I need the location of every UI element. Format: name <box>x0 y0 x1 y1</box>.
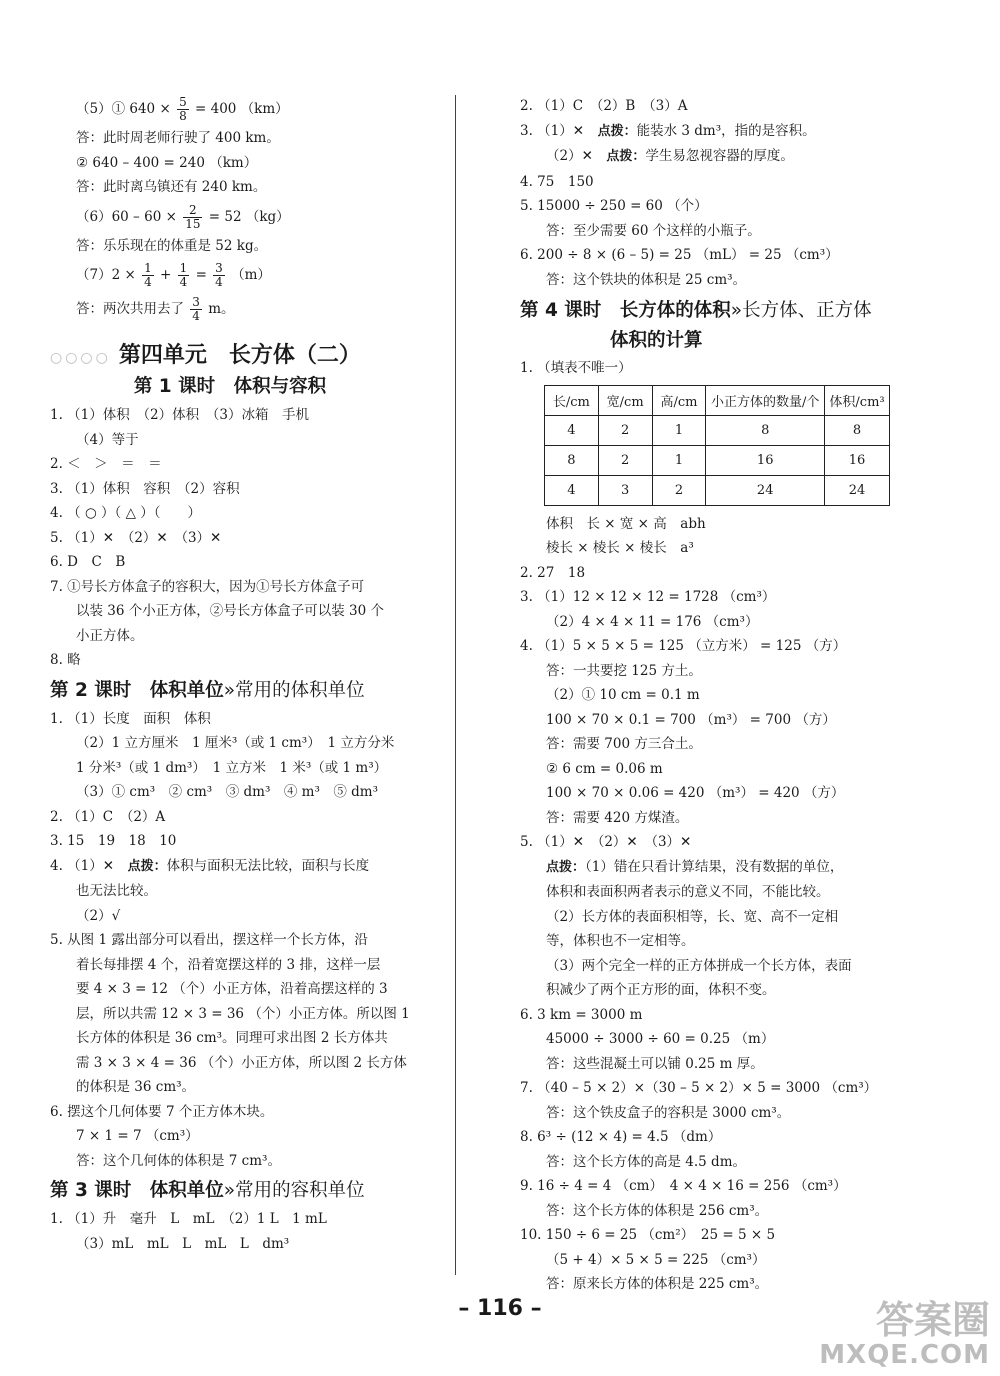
answer-line: 答：两次共用去了 $\frac{3}{4}$ m。 <box>76 295 235 323</box>
answer-line: 答：需要 420 方煤渣。 <box>546 809 689 826</box>
answer-line: 8. 6³ ÷ (12 × 4) = 4.5 （dm） <box>520 1129 722 1145</box>
table-header-cell: 宽/cm <box>598 385 652 415</box>
table-cell: 2 <box>652 475 706 505</box>
table-cell: 8 <box>545 445 599 475</box>
table-cell: 4 <box>545 415 599 445</box>
fraction: $\frac{5}{8}$ <box>179 95 187 123</box>
fraction: $\frac{1}{4}$ <box>144 261 152 289</box>
answer-line: 小正方体。 <box>76 627 144 644</box>
answer-line: 答：这个长方体的高是 4.5 dm。 <box>546 1153 746 1170</box>
table-header-cell: 小正方体的数量/个 <box>706 385 825 415</box>
answer-line: 体积 长 × 宽 × 高 abh <box>546 515 706 532</box>
answer-line: 答：这个铁皮盒子的容积是 3000 cm³。 <box>546 1104 791 1121</box>
answer-line: 答：此时离乌镇还有 240 km。 <box>76 179 267 195</box>
lesson-title: 第 1 课时 体积与容积 <box>133 376 327 397</box>
answer-line: 6. 3 km = 3000 m <box>520 1006 643 1023</box>
section-lesson3-more <box>520 170 890 293</box>
table-cell: 8 <box>706 415 825 445</box>
answer-line: 100 × 70 × 0.06 = 420 （m³） = 420 （方） <box>546 785 845 801</box>
table-cell: 16 <box>825 445 890 475</box>
answer-line: （7）2 × $\frac{1}{4}$ + $\frac{1}{4}$ = $\frac{3}{4}$ （m） <box>76 261 271 289</box>
table-header-row <box>545 385 890 415</box>
answer-line: （2）1 立方厘米 1 厘米³（或 1 cm³） 1 立方分米 <box>76 735 395 751</box>
answer-line: 1. （1）升 毫升 L mL （2）1 L 1 mL <box>50 1211 327 1227</box>
answer-line: 2. 27 18 <box>520 564 586 581</box>
watermark-line1: 答案圈 <box>875 1298 990 1342</box>
answer-line: 答：一共要挖 125 方土。 <box>546 662 702 679</box>
answer-line: 3. （1）体积 容积 （2）容积 <box>50 480 240 497</box>
answer-line: 6. 200 ÷ 8 × (6 – 5) = 25 （mL） = 25 （cm³） <box>520 247 839 263</box>
answer-line: 45000 ÷ 3000 ÷ 60 = 0.25 （m） <box>546 1031 775 1047</box>
answer-line: 答：至少需要 60 个这样的小瓶子。 <box>546 222 761 239</box>
fraction: $\frac{3}{4}$ <box>215 261 223 289</box>
section-lesson3-cont <box>520 94 890 119</box>
answer-line: 4. 75 150 <box>520 173 594 190</box>
answer-line: 4. （1）✕ 点拨：体积与面积无法比较，面积与长度 <box>50 857 370 874</box>
table-cell: 1 <box>652 415 706 445</box>
answer-line: 5. 从图 1 露出部分可以看出，摆这样一个长方体，沿 <box>50 932 368 948</box>
answer-line: 的体积是 36 cm³。 <box>76 1079 196 1095</box>
fraction: $\frac{3}{4}$ <box>192 295 200 323</box>
answer-line: 3. （1）✕ 点拨：能装水 3 dm³，指的是容积。 <box>520 122 816 139</box>
answer-line: 3. 15 19 18 10 <box>50 833 177 849</box>
answer-line: （2）✕ 点拨：学生易忽视容器的厚度。 <box>546 148 794 164</box>
answer-line: ② 640 – 400 = 240 （km） <box>76 154 258 171</box>
answer-line: 7 × 1 = 7 （cm³） <box>76 1128 199 1144</box>
table-cell: 1 <box>652 445 706 475</box>
text: = 400 （km） <box>195 101 289 117</box>
answer-line: 8. 略 <box>50 652 81 668</box>
table-header-cell: 长/cm <box>545 385 599 415</box>
answer-line: 9. 16 ÷ 4 = 4 （cm） 4 × 4 × 16 = 256 （cm³） <box>520 1178 847 1194</box>
answer-line: 3. （1）12 × 12 × 12 = 1728 （cm³） <box>520 589 776 605</box>
text: （5）① 640 × <box>76 101 171 117</box>
answer-line: 要 4 × 3 = 12 （个）小正方体，沿着高摆这样的 3 <box>76 981 388 997</box>
section-q6 <box>50 1100 410 1174</box>
answer-line: （4）等于 <box>76 431 139 448</box>
answer-line: 答：这个铁块的体积是 25 cm³。 <box>546 271 747 288</box>
answer-line: 长方体的体积是 36 cm³。同理可求出图 2 长方体共 <box>76 1030 388 1046</box>
table-cell: 2 <box>598 445 652 475</box>
answer-line: （2）长方体的表面积相等，长、宽、高不一定相 <box>546 908 839 925</box>
answer-line: 2. （1）C （2）A <box>50 808 166 825</box>
answer-line: 1. （填表不唯一） <box>520 360 632 376</box>
answer-line: （2）4 × 4 × 11 = 176 （cm³） <box>546 613 759 630</box>
table-cell: 8 <box>825 415 890 445</box>
table-cell: 2 <box>598 415 652 445</box>
table-header-cell: 体积/cm³ <box>825 385 890 415</box>
section-lesson3 <box>50 1207 410 1256</box>
answer-line: 答：这些混凝土可以铺 0.25 m 厚。 <box>546 1055 764 1072</box>
unit-title: ○○○○ 第四单元 长方体（二） <box>50 343 361 368</box>
answer-line: 棱长 × 棱长 × 棱长 a³ <box>546 540 694 556</box>
fraction: $\frac{1}{4}$ <box>179 261 188 289</box>
answer-line: （2）√ <box>76 907 121 924</box>
answer-line: 需 3 × 3 × 4 = 36 （个）小正方体，所以图 2 长方体 <box>76 1054 407 1071</box>
table-cell: 4 <box>545 475 599 505</box>
answer-line: 以装 36 个小正方体，②号长方体盒子可以装 30 个 <box>76 603 385 619</box>
answer-line: 答：原来长方体的体积是 225 cm³。 <box>546 1276 769 1292</box>
page-number: – 116 – <box>458 1296 542 1321</box>
lesson-title-line2: 体积的计算 <box>610 330 703 351</box>
decorative-dots: ○○○○ <box>50 350 111 366</box>
table-row <box>545 475 890 505</box>
section-q5 <box>50 928 410 1100</box>
answer-line: 也无法比较。 <box>76 883 157 899</box>
section-q6-10 <box>520 1003 890 1297</box>
answer-line: 积减少了两个正方形的面，体积不变。 <box>546 982 776 998</box>
answer-line: 4. （ ○ ）（ △ ）（ ） <box>50 505 201 521</box>
left-column <box>50 92 410 1256</box>
table-row <box>545 415 890 445</box>
answer-line: 5. （1）✕ （2）✕ （3）✕ <box>50 529 222 546</box>
answer-line: 答：需要 700 方三合土。 <box>546 736 702 752</box>
answer-line: 5. （1）✕ （2）✕ （3）✕ <box>520 834 692 850</box>
lesson-title: 第 4 课时 长方体的体积»长方体、正方体 <box>520 300 872 321</box>
section-lesson2 <box>50 707 410 854</box>
answer-line: （3）mL mL L mL L dm³ <box>76 1235 290 1252</box>
answer-line: 层，所以共需 12 × 3 = 36 （个）小正方体。所以图 1 <box>76 1005 410 1022</box>
answer-line: 答：乐乐现在的体重是 52 kg。 <box>76 237 268 254</box>
answer-line: 7. ①号长方体盒子的容积大，因为①号长方体盒子可 <box>50 578 365 595</box>
answer-line: 点拨：（1）错在只看计算结果，没有数据的单位， <box>546 858 844 875</box>
answer-line: （3）两个完全一样的正方体拼成一个长方体，表面 <box>546 957 852 974</box>
fraction: $\frac{2}{15}$ <box>185 202 201 231</box>
table-cell: 16 <box>706 445 825 475</box>
answer-line: 体积和表面积两者表示的意义不同，不能比较。 <box>546 884 830 900</box>
right-column <box>520 94 890 1297</box>
table-cell: 24 <box>706 475 825 505</box>
section-lesson4 <box>520 512 890 855</box>
answer-line <box>50 92 410 126</box>
lesson-title: 第 2 课时 体积单位»常用的体积单位 <box>50 679 365 701</box>
answer-line: 着长每排摆 4 个，沿着宽摆这样的 3 排，这样一层 <box>76 956 381 973</box>
answer-line: 答：这个长方体的体积是 256 cm³。 <box>546 1202 769 1219</box>
column-divider <box>455 95 456 1275</box>
answer-line: 6. D C B <box>50 554 126 570</box>
answer-line: 1. （1）长度 面积 体积 <box>50 710 211 727</box>
answer-line: 7. （40 – 5 × 2）×（30 – 5 × 2）× 5 = 3000 （cm³） <box>520 1080 878 1096</box>
table-row <box>545 445 890 475</box>
watermark-logo <box>819 1300 990 1370</box>
answer-line: （3）① cm³ ② cm³ ③ dm³ ④ m³ ⑤ dm³ <box>76 784 379 800</box>
table-cell: 24 <box>825 475 890 505</box>
section-lesson1 <box>50 403 410 673</box>
answer-line: 6. 摆这个几何体要 7 个正方体木块。 <box>50 1103 274 1120</box>
answer-line: 2. （1）C （2）B （3）A <box>520 98 688 114</box>
answer-line: 等，体积也不一定相等。 <box>546 933 695 949</box>
answer-line: 1. （1）体积 （2）体积 （3）冰箱 手机 <box>50 407 309 423</box>
answer-line: 1 分米³（或 1 dm³） 1 立方米 1 米³（或 1 m³） <box>76 759 388 776</box>
table-header-cell: 高/cm <box>652 385 706 415</box>
answer-line: 100 × 70 × 0.1 = 700 （m³） = 700 （方） <box>546 711 836 728</box>
answer-line: 5. 15000 ÷ 250 = 60 （个） <box>520 198 708 214</box>
answer-line: 4. （1）5 × 5 × 5 = 125 （立方米） = 125 （方） <box>520 638 847 654</box>
section-q5-hints <box>520 880 890 1003</box>
answer-line: （6）60 – 60 × $\frac{2}{15}$ = 52 （kg） <box>76 202 290 231</box>
answer-line: （5 + 4）× 5 × 5 = 225 （cm³） <box>546 1251 766 1268</box>
table-cell: 3 <box>598 475 652 505</box>
answer-line: 答：此时周老师行驶了 400 km。 <box>76 130 280 146</box>
watermark-line2: MXQE.COM <box>819 1340 990 1370</box>
lesson-title: 第 3 课时 体积单位»常用的容积单位 <box>50 1180 365 1201</box>
data-table <box>544 385 890 506</box>
answer-line: ② 6 cm = 0.06 m <box>546 760 663 777</box>
answer-line: 2. ＜ ＞ ＝ ＝ <box>50 456 162 472</box>
answer-line: 答：这个几何体的体积是 7 cm³。 <box>76 1152 281 1169</box>
answer-line: 10. 150 ÷ 6 = 25 （cm²） 25 = 5 × 5 <box>520 1227 776 1243</box>
answer-line: （2）① 10 cm = 0.1 m <box>546 687 700 703</box>
